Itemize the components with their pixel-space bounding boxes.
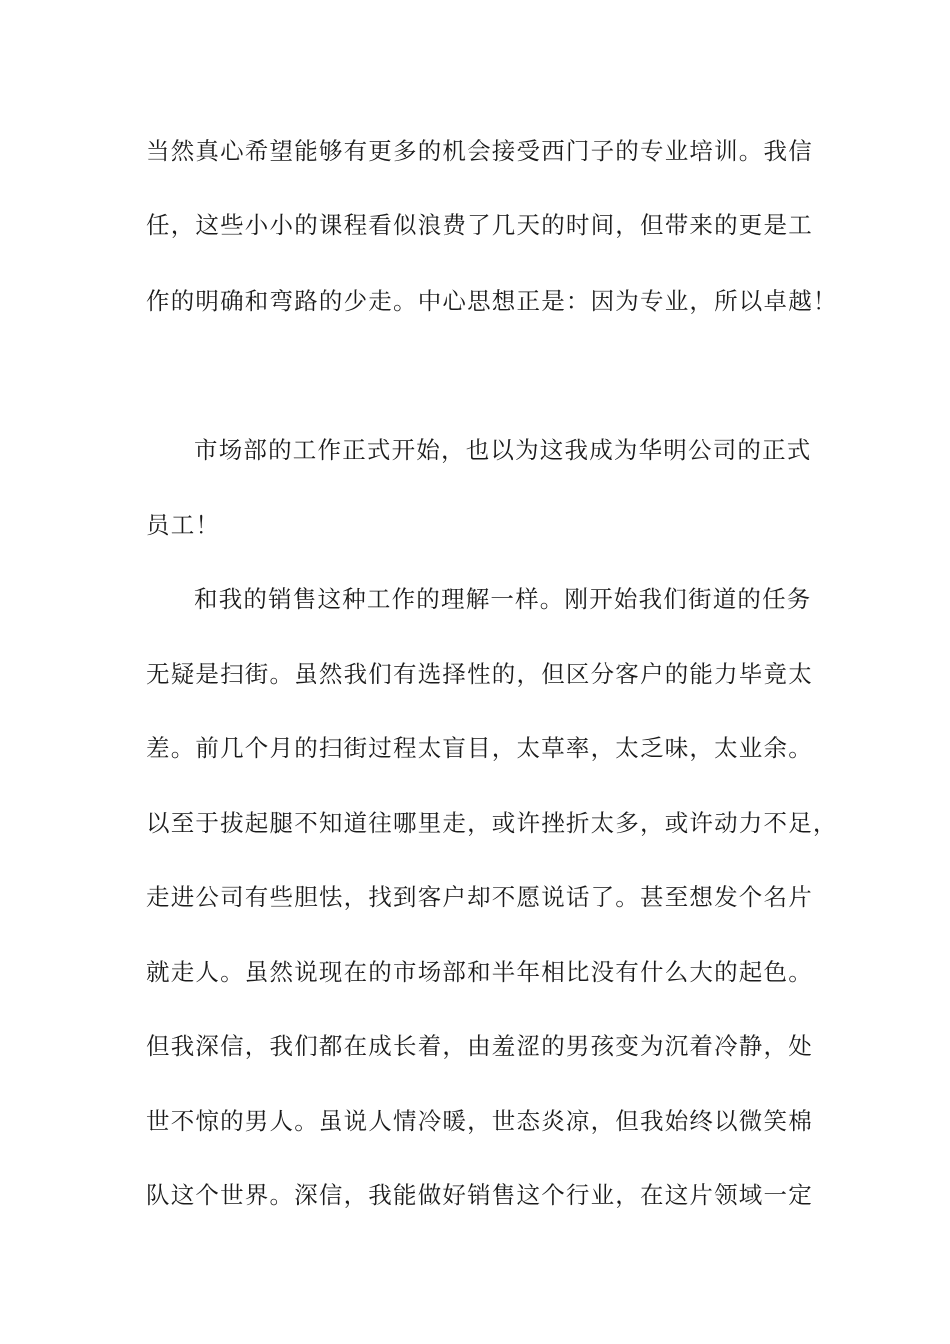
text-line: 就走人。虽然说现在的市场部和半年相比没有什么大的起色。 <box>146 958 813 986</box>
text-line: 队这个世界。深信，我能做好销售这个行业，在这片领域一定 <box>146 1181 813 1209</box>
text-line: 员工！ <box>146 511 221 539</box>
text-line: 走进公司有些胆怯，找到客户却不愿说话了。甚至想发个名片 <box>146 883 813 911</box>
text-line: 以至于拔起腿不知道往哪里走，或许挫折太多，或许动力不足， <box>146 809 838 837</box>
text-line: 世不惊的男人。虽说人情冷暖，世态炎凉，但我始终以微笑棉 <box>146 1107 813 1135</box>
text-line: 但我深信，我们都在成长着，由羞涩的男孩变为沉着冷静，处 <box>146 1032 813 1060</box>
paragraph-start-line: 和我的销售这种工作的理解一样。刚开始我们街道的任务 <box>194 585 812 613</box>
text-line: 差。前几个月的扫街过程太盲目，太草率，太乏味，太业余。 <box>146 734 813 762</box>
text-line: 当然真心希望能够有更多的机会接受西门子的专业培训。我信 <box>146 137 813 165</box>
paragraph-start-line: 市场部的工作正式开始，也以为这我成为华明公司的正式 <box>194 436 812 464</box>
text-line: 无疑是扫街。虽然我们有选择性的，但区分客户的能力毕竟太 <box>146 660 813 688</box>
text-line: 作的明确和弯路的少走。中心思想正是：因为专业，所以卓越！ <box>146 287 838 315</box>
text-line: 任，这些小小的课程看似浪费了几天的时间，但带来的更是工 <box>146 211 813 239</box>
